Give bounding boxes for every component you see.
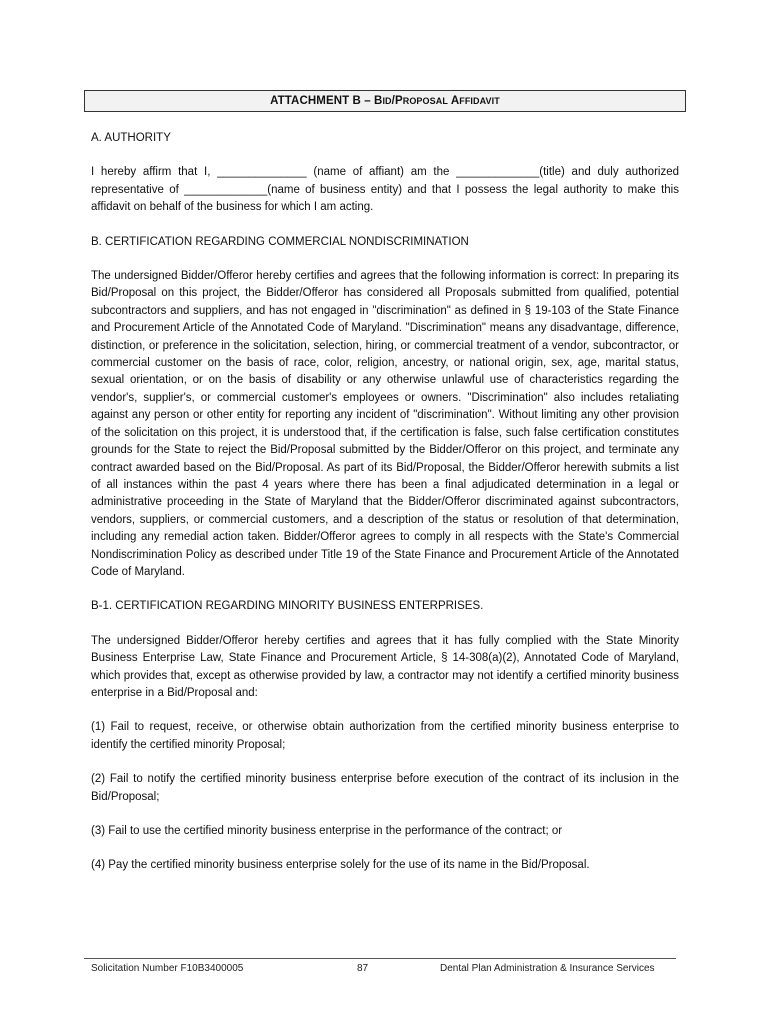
mbe-item-3: (3) Fail to use the certified minority business enterprise in the performance of the contract; or [91,825,563,837]
document-body [91,130,679,875]
mbe-item-4: (4) Pay the certified minority business enterprise solely for the use of its name in the Bid/Proposal. [91,859,590,872]
title-part: ROPOSAL [402,96,448,106]
authority-paragraph: I hereby affirm that I, ______________ (name of affiant) am the _____________(title) and duly authorized representative of _____________(name of business entity) and that I possess the legal authority to make this affidavit on behalf of the business for which I am acting. [91,166,679,214]
section-heading-mbe: B-1. CERTIFICATION REGARDING MINORITY BUSINESS ENTERPRISES. [91,600,484,613]
nondiscrimination-paragraph: The undersigned Bidder/Offeror hereby certifies and agrees that the following information is correct: In preparing its Bid/Proposal on this project, the Bidder/Offeror has considered all Proposals submitted from qualified, potential subcontractors and suppliers, and has not engaged in "discrimination" as defined in § 19-103 of the State Finance and Procurement Article of the Annotated Code of Maryland. "Discrimination" means any disadvantage, difference, distinction, or preference in the solicitation, selection, hiring, or commercial treatment of a vendor, subcontractor, or commercial customer on the basis of race, color, religion, ancestry, or national origin, sex, age, marital status, sexual orientation, or on the basis of disability or any otherwise unlawful use of characteristics regarding the vendor's, supplier's, or commercial customer's employees or owners. "Discrimination" also includes retaliating against any person or other entity for reporting any incident of "discrimination". Without limiting any other provision of the solicitation on this project, it is understood that, if the certification is false, such false certification constitutes grounds for the State to reject the Bid/Proposal submitted by the Bidder/Offeror on this project, and terminate any contract awarded based on the Bid/Proposal. As part of its Bid/Proposal, the Bidder/Offeror herewith submits a list of all instances within the past 4 years where there has been a final adjudicated determination in a legal or administrative proceeding in the State of Maryland that the Bidder/Offeror discriminated against subcontractors, vendors, suppliers, or commercial customers, and a description of the status or resolution of that determination, including any remedial action taken. Bidder/Offeror agrees to comply in all respects with the State's Commercial Nondiscrimination Policy as described under Title 19 of the State Finance and Procurement Article of the Annotated Code of Maryland. [91,270,679,578]
title-part: ID [382,96,392,106]
footer-divider [84,958,676,959]
mbe-paragraph: The undersigned Bidder/Offeror hereby certifies and agrees that it has fully complied with the State Minority Business Enterprise Law, State Finance and Procurement Article, § 14-308(a)(2), Annotated Code of Maryland, which provides that, except as otherwise provided by law, a contractor may not identify a certified minority business enterprise in a Bid/Proposal and: [91,634,679,699]
footer-project-title: Dental Plan Administration & Insurance Services [440,963,655,974]
section-heading-authority: A. AUTHORITY [91,132,171,144]
footer-page-number: 87 [357,963,369,974]
title-part: ATTACHMENT B – B [270,95,383,107]
footer-solicitation-number: Solicitation Number F10B3400005 [91,963,244,974]
title-part: A [447,95,460,107]
mbe-item-1: (1) Fail to request, receive, or otherwise obtain authorization from the certified minority business enterprise to identify the certified minority Proposal; [91,721,679,751]
mbe-item-2: (2) Fail to notify the certified minority business enterprise before execution of the contract of its inclusion in the Bid/Proposal; [91,773,679,803]
page-title [84,90,686,112]
section-heading-nondiscrimination: B. CERTIFICATION REGARDING COMMERCIAL NONDISCRIMINATION [91,235,469,248]
title-part: /P [391,95,403,107]
title-part: FFIDAVIT [459,96,500,106]
